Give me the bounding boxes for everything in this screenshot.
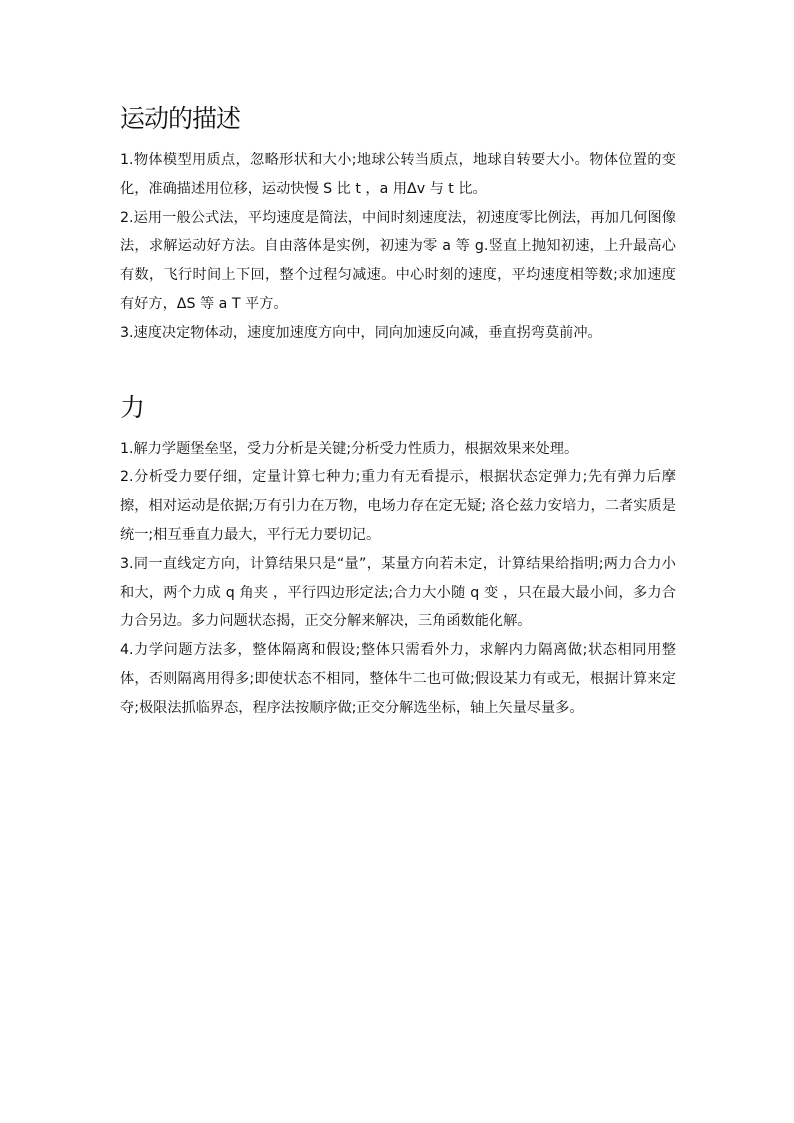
paragraph-force-1: 1.解力学题堡垒坚，受力分析是关键;分析受力性质力，根据效果来处理。 <box>120 440 579 457</box>
document-page <box>120 100 676 723</box>
section-title-force: 力 <box>120 392 145 422</box>
paragraph-motion-1: 1.物体模型用质点，忽略形状和大小;地球公转当质点，地球自转要大小。物体位置的变化，准确描述用位移，运动快慢 S 比 t ，a 用Δv 与 t 比。 <box>120 152 676 197</box>
paragraph-force-2: 2.分析受力要仔细，定量计算七种力;重力有无看提示，根据状态定弹力;先有弹力后摩擦，相对运动是依据;万有引力在万物，电场力存在定无疑; 洛仑兹力安培力，二者实质是统一;相互垂直力最大，平行无力要切记。 <box>120 469 676 543</box>
section-gap <box>120 348 676 389</box>
paragraph-force-4: 4.力学问题方法多，整体隔离和假设;整体只需看外力，求解内力隔离做;状态相同用整体，否则隔离用得多;即使状态不相同，整体牛二也可做;假设某力有或无，根据计算来定夺;极限法抓临界态，程序法按顺序做;正交分解选坐标，轴上矢量尽量多。 <box>120 642 676 716</box>
paragraph-force-3: 3.同一直线定方向，计算结果只是“量”，某量方向若未定，计算结果给指明;两力合力小和大，两个力成 q 角夹 ，平行四边形定法;合力大小随 q 变 ，只在最大最小间，多力合力合另边。多力问题状态揭，正交分解来解决，三角函数能化解。 <box>120 555 676 630</box>
paragraph-motion-3: 3.速度决定物体动，速度加速度方向中，同向加速反向减，垂直拐弯莫前冲。 <box>120 324 602 341</box>
paragraph-motion-2: 2.运用一般公式法，平均速度是简法，中间时刻速度法，初速度零比例法，再加几何图像法，求解运动好方法。自由落体是实例，初速为零 a 等 g.竖直上抛知初速，上升最高心有数，飞行时间上下回，整个过程匀减速。中心时刻的速度，平均速度相等数;求加速度有好方，ΔS 等 a T 平方。 <box>120 209 676 312</box>
section-title-motion: 运动的描述 <box>120 104 241 133</box>
